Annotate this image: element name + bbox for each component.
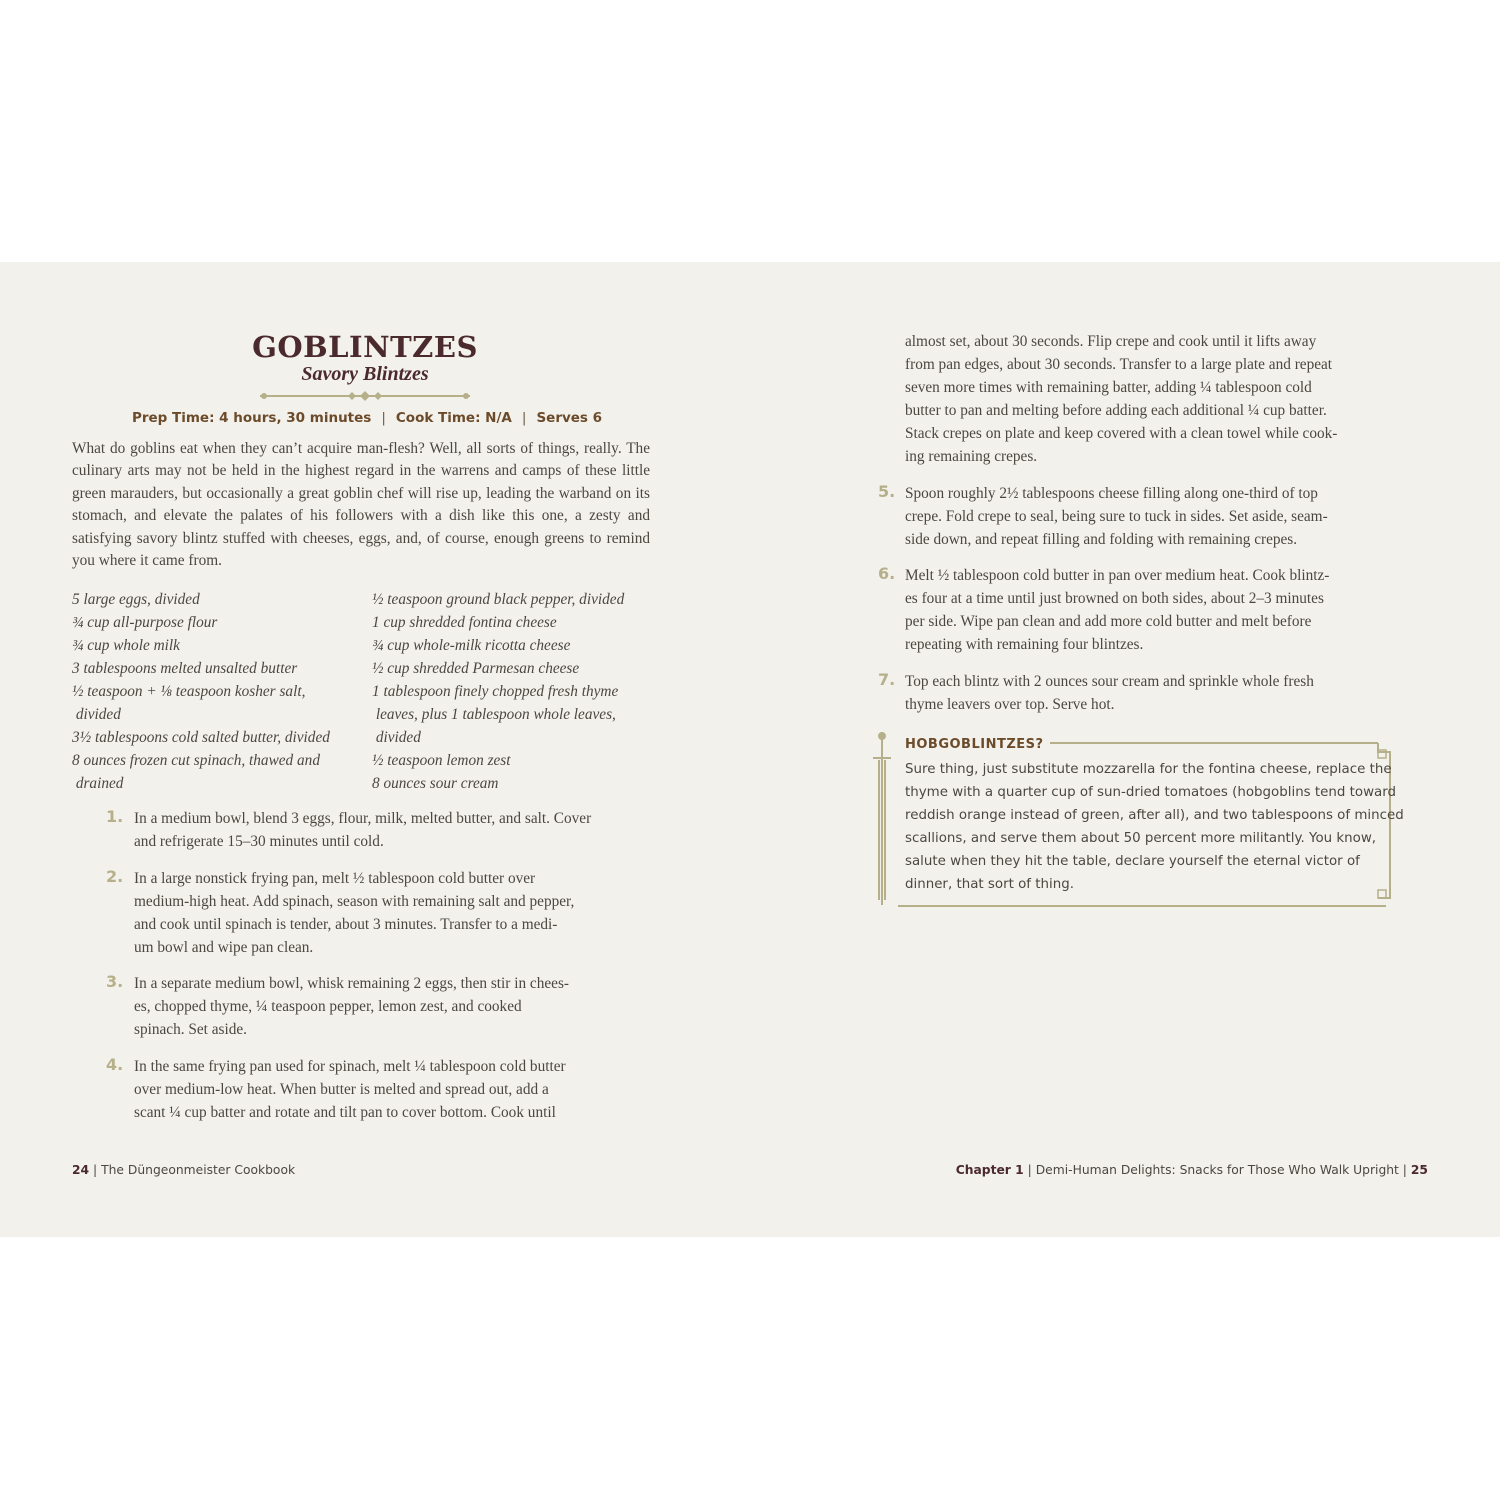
ingredients-left [72,588,362,795]
cook-time: Cook Time: N/A [395,410,512,426]
step-number: 2. [106,867,124,886]
footer-right [956,1163,1428,1177]
ingredient-line: divided [72,706,121,723]
ingredients-right [372,588,662,795]
footer-separator: | [93,1163,98,1177]
footer-separator: | [1027,1163,1032,1177]
ingredient-line: 1 tablespoon finely chopped fresh thyme [372,683,619,700]
meta-separator: | [521,410,527,426]
ingredient-line: divided [372,729,421,746]
ingredient-line: 3½ tablespoons cold salted butter, divided [72,729,330,746]
ingredient-line: 3 tablespoons melted unsalted butter [72,660,298,677]
recipe-intro: What do goblins eat when they can’t acquire man-flesh? Well, all sorts of things, really. The culinary arts may not be held in the highest regard in the warrens and camps of these little green marauders, but occasionally a great goblin chef will rise up, leading the warband on its stomach, and elevate the palates of his followers with a dish like this one, a zesty and satisfying savory blintz stuffed with cheeses, eggs, and, of course, enough greens to remind you where it came from. [72,440,650,570]
step-text-continued: almost set, about 30 seconds. Flip crepe and cook until it lifts away from pan edges, about 30 seconds. Transfer to a large plate and repeat seven more times with remaining batter, adding ¼ tablespoon cold butter to pan and melting before adding each additional ¼ cup batter. Stack crepes on plate and keep covered with a clean towel while cook- ing remaining crepes. [905,333,1338,465]
page-number: 24 [72,1163,90,1177]
serves: Serves 6 [536,410,603,426]
meta-separator: | [381,410,386,426]
step-text: Melt ½ tablespoon cold butter in pan over medium heat. Cook blintz- es four at a time until just browned on both sides, about 2–3 minutes per side. Wipe pan clean and add more cold butter and melt before repeating with remaining four blintzes. [905,567,1330,653]
ingredient-line: ½ teaspoon ground black pepper, divided [372,591,625,608]
step-text: Spoon roughly 2½ tablespoons cheese filling along one-third of top crepe. Fold crepe to seal, being sure to tuck in sides. Set aside, seam- side down, and repeat filling and folding with remaining crepes. [905,485,1328,548]
recipe-meta [72,410,662,426]
ingredient-line: ¾ cup whole-milk ricotta cheese [372,637,571,654]
ingredient-line: leaves, plus 1 tablespoon whole leaves, [372,706,616,723]
ingredient-line: 5 large eggs, divided [72,591,200,608]
recipe-title: GOBLINTZES [252,330,478,364]
chapter-label: Chapter 1 [955,1163,1024,1177]
page-number: 25 [1410,1163,1428,1177]
ingredient-line: drained [72,775,124,792]
ingredient-line: 8 ounces frozen cut spinach, thawed and [72,752,320,769]
step-text: Top each blintz with 2 ounces sour cream and sprinkle whole fresh thyme leavers over top. Serve hot. [905,673,1314,713]
ingredient-line: 8 ounces sour cream [372,775,499,792]
step-number: 4. [106,1055,124,1074]
ingredient-line: 1 cup shredded fontina cheese [372,614,557,631]
step-number: 1. [106,807,124,826]
ornament-divider [260,390,470,402]
step-number: 6. [878,564,896,583]
step-number: 3. [106,972,124,991]
sidebar-text: Sure thing, just substitute mozzarella for the fontina cheese, replace the thyme with a quarter cup of sun-dried tomatoes (hobgoblins tend toward reddish orange instead of green, after all), and two tablespoons of minced scallions, and serve them about 50 percent more militantly. You know, salute when they hit the table, declare yourself the eternal victor of dinner, that sort of thing. [905,762,1404,892]
recipe-subtitle: Savory Blintzes [301,363,429,385]
step-text: In a medium bowl, blend 3 eggs, flour, milk, melted butter, and salt. Cover and refrigerate 15–30 minutes until cold. [134,810,592,850]
ingredient-line: ¾ cup all-purpose flour [72,614,218,631]
step-number: 7. [878,670,896,689]
sword-icon [873,732,891,905]
chapter-title: Demi-Human Delights: Snacks for Those Who Walk Upright [1035,1163,1399,1177]
step-text: In the same frying pan used for spinach, melt ¼ tablespoon cold butter over medium-low heat. When butter is melted and spread out, add a scant ¼ cup batter and rotate and tilt pan to cover bottom. Cook until [134,1058,566,1121]
book-spread [0,262,1500,1237]
ingredient-line: ½ cup shredded Parmesan cheese [372,660,580,677]
footer-separator: | [1402,1163,1407,1177]
sidebar-title: HOBGOBLINTZES? [905,737,1050,752]
prep-time: Prep Time: 4 hours, 30 minutes [131,410,372,426]
step-text: In a separate medium bowl, whisk remaining 2 eggs, then stir in chees- es, chopped thyme, ¼ teaspoon pepper, lemon zest, and cooked spinach. Set aside. [134,975,569,1038]
footer-left [72,1163,295,1177]
book-title: The Düngeonmeister Cookbook [101,1163,296,1177]
ingredient-line: ¾ cup whole milk [72,637,180,654]
ingredient-line: ½ teaspoon lemon zest [372,752,511,769]
step-text: In a large nonstick frying pan, melt ½ tablespoon cold butter over medium-high heat. Add spinach, season with remaining salt and pepper, and cook until spinach is tender, about 3 minutes. Transfer to a medi- um bowl and wipe pan clean. [134,870,575,956]
step-number: 5. [878,482,896,501]
ingredient-line: ½ teaspoon + ⅛ teaspoon kosher salt, [72,683,306,700]
